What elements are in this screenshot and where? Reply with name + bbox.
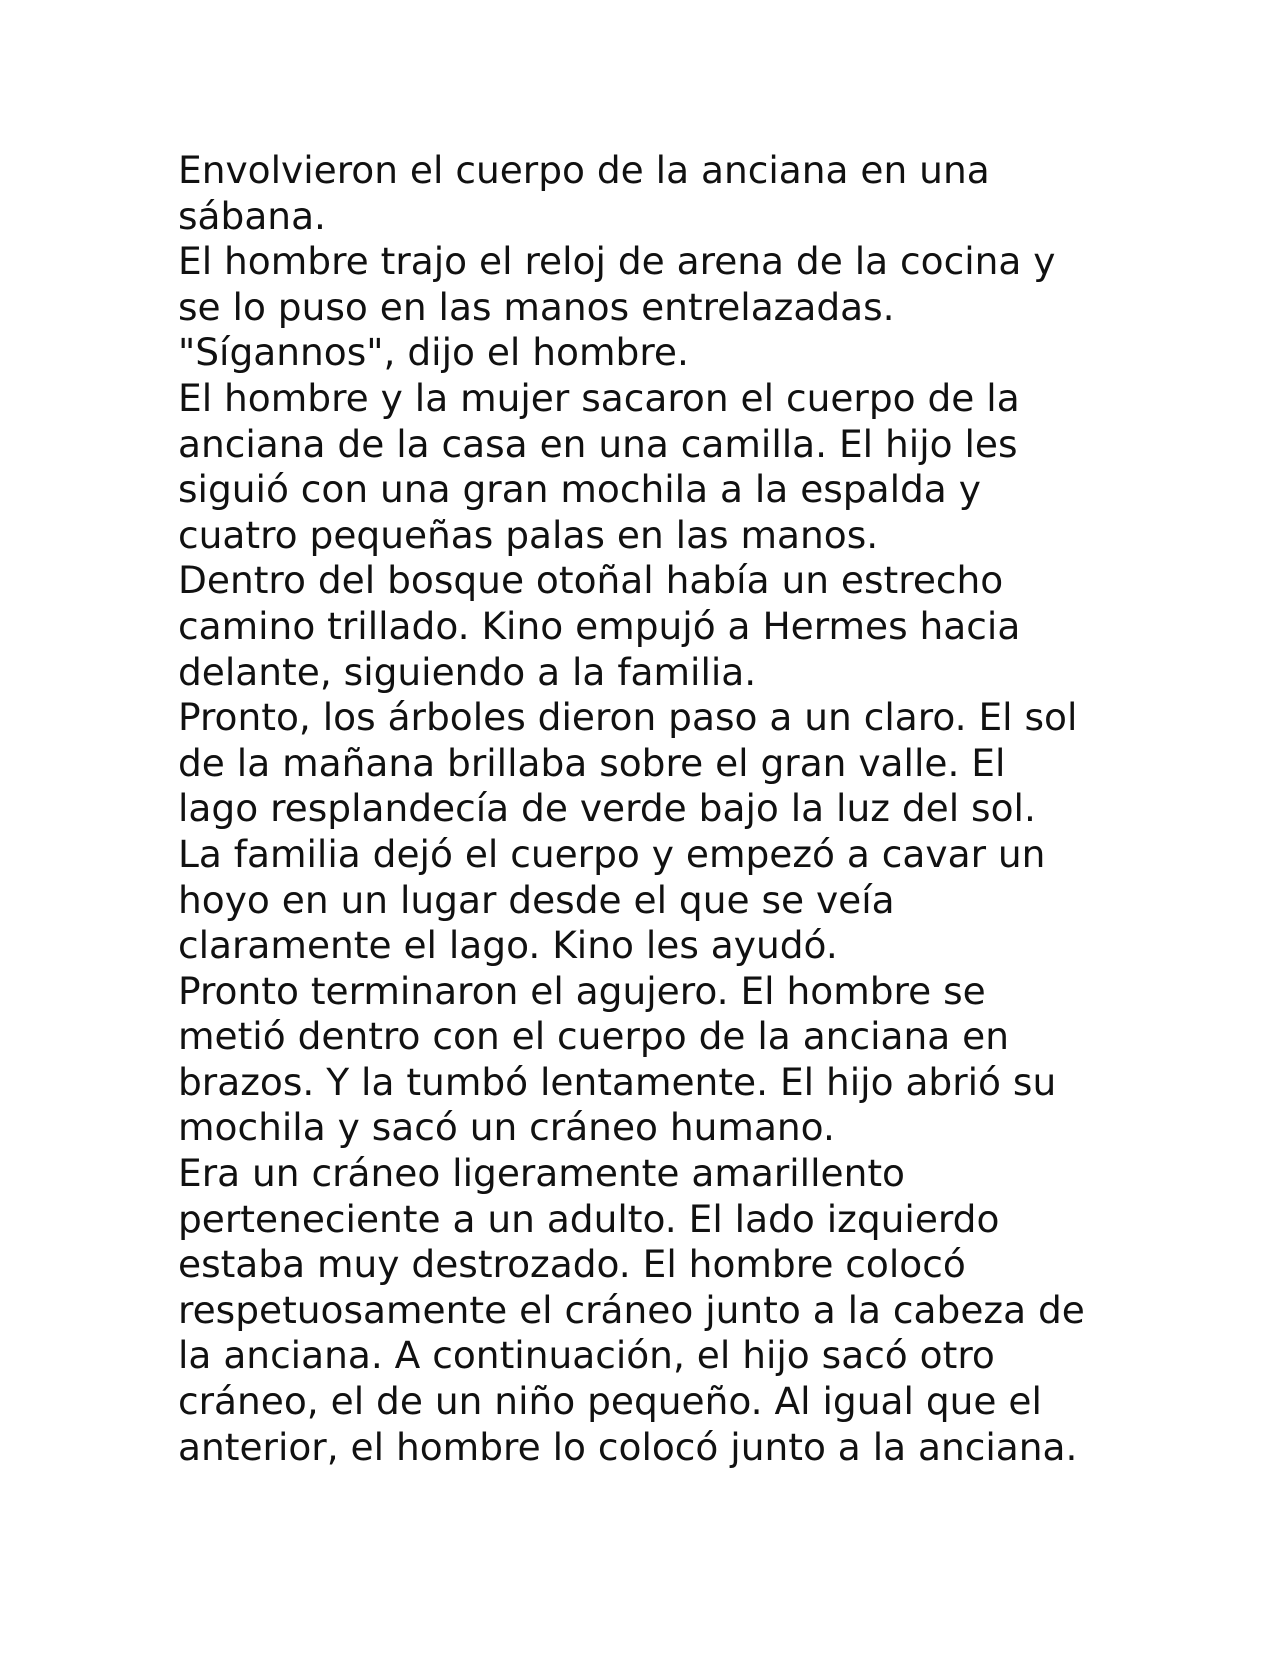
text-line: camino trillado. Kino empujó a Hermes hacia	[178, 603, 1021, 648]
text-line: respetuosamente el cráneo junto a la cabeza de	[178, 1287, 1085, 1332]
text-line: estaba muy destrozado. El hombre colocó	[178, 1242, 966, 1287]
text-line: brazos. Y la tumbó lentamente. El hijo abrió su	[178, 1059, 1057, 1104]
text-line: El hombre trajo el reloj de arena de la cocina y	[178, 239, 1056, 284]
text-line: sábana.	[178, 193, 326, 238]
text-line: cráneo, el de un niño pequeño. Al igual que el	[178, 1379, 1042, 1424]
text-line: Era un cráneo ligeramente amarillento	[178, 1151, 906, 1196]
body-text	[178, 148, 1138, 1470]
text-line: claramente el lago. Kino les ayudó.	[178, 923, 838, 968]
text-line: delante, siguiendo a la familia.	[178, 649, 757, 694]
text-line: La familia dejó el cuerpo y empezó a cavar un	[178, 831, 1046, 876]
text-line: mochila y sacó un cráneo humano.	[178, 1105, 835, 1150]
text-line: hoyo en un lugar desde el que se veía	[178, 877, 895, 922]
text-line: El hombre y la mujer sacaron el cuerpo de la	[178, 375, 1020, 420]
text-line: Pronto terminaron el agujero. El hombre se	[178, 968, 986, 1013]
text-line: de la mañana brillaba sobre el gran valle. El	[178, 740, 1006, 785]
text-line: la anciana. A continuación, el hijo sacó otro	[178, 1333, 995, 1378]
text-line: Dentro del bosque otoñal había un estrecho	[178, 558, 1004, 603]
text-line: cuatro pequeñas palas en las manos.	[178, 512, 879, 557]
text-line: metió dentro con el cuerpo de la anciana en	[178, 1014, 1009, 1059]
text-line: "Sígannos", dijo el hombre.	[178, 330, 689, 375]
text-line: anciana de la casa en una camilla. El hijo les	[178, 421, 1018, 466]
text-line: siguió con una gran mochila a la espalda y	[178, 467, 981, 512]
text-line: lago resplandecía de verde bajo la luz del sol.	[178, 786, 1036, 831]
text-line: anterior, el hombre lo colocó junto a la anciana.	[178, 1424, 1078, 1469]
text-line: Pronto, los árboles dieron paso a un claro. El sol	[178, 695, 1078, 740]
text-line: Envolvieron el cuerpo de la anciana en una	[178, 148, 990, 192]
text-line: perteneciente a un adulto. El lado izquierdo	[178, 1196, 1000, 1241]
text-line: se lo puso en las manos entrelazadas.	[178, 284, 895, 329]
